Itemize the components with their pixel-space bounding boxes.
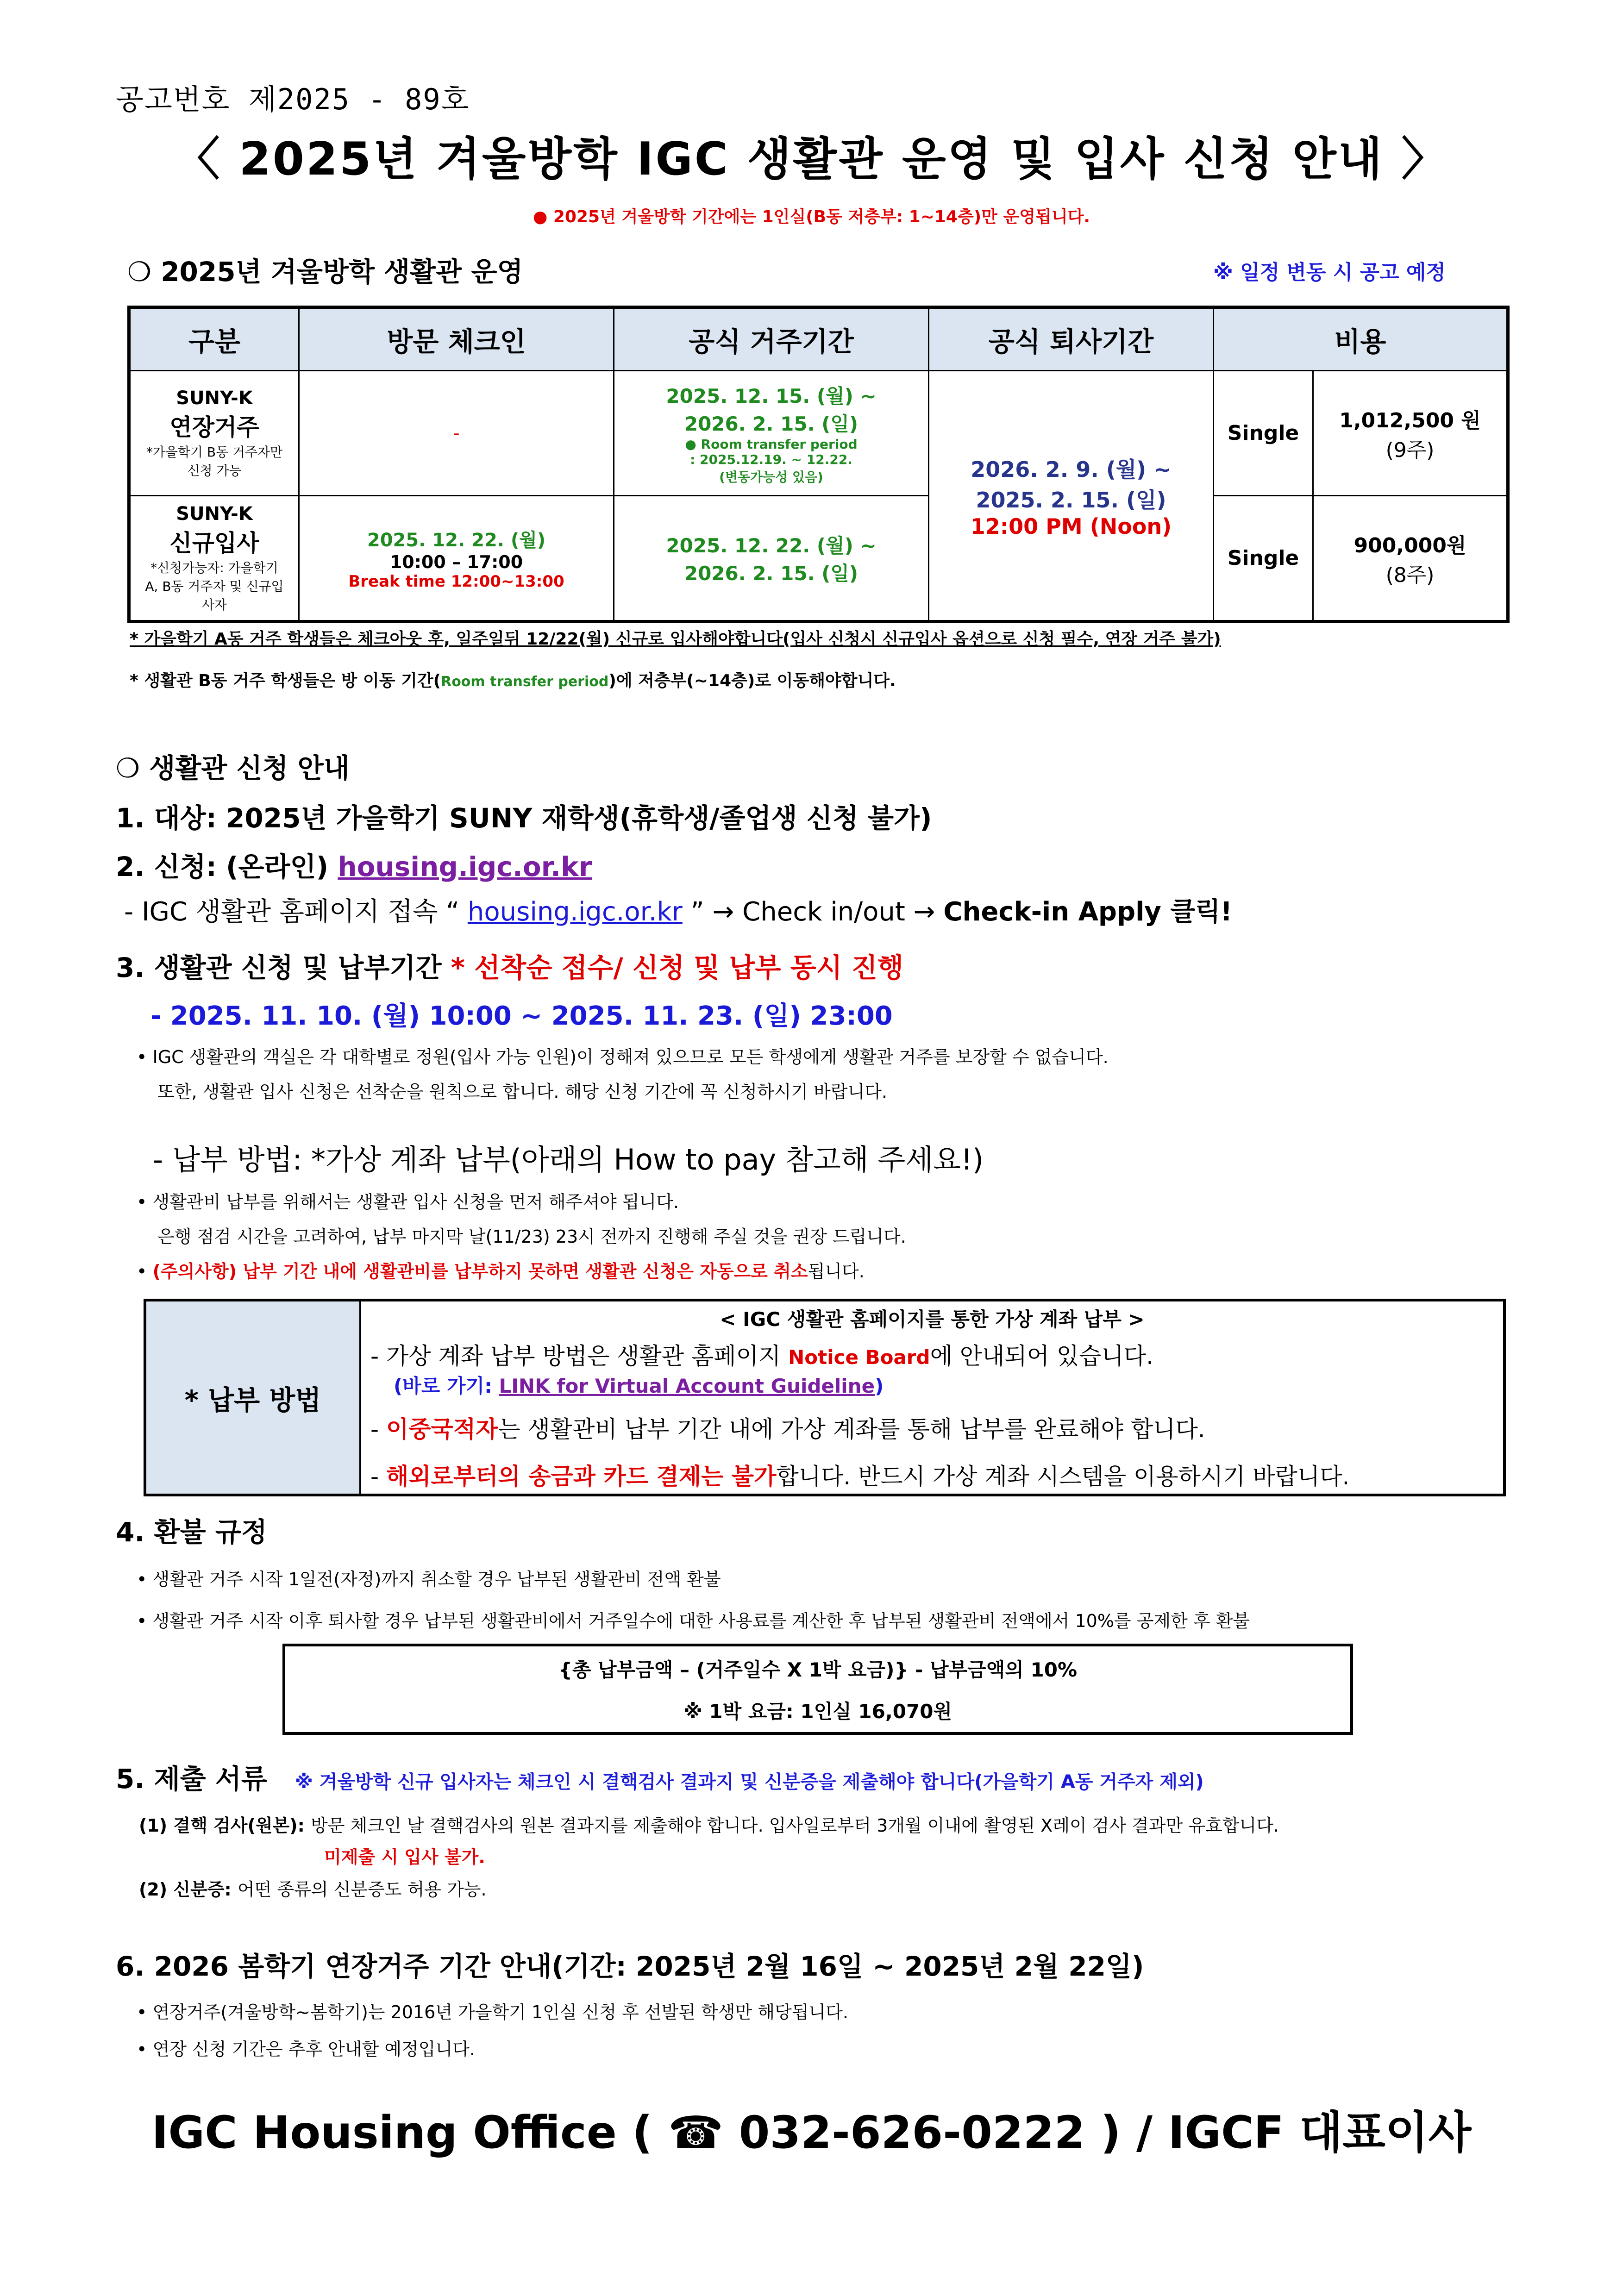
row2-stay: [614, 496, 929, 622]
section5-heading: 5. 제출 서류: [116, 1763, 267, 1795]
payment-method-label: * 납부 방법: [146, 1301, 361, 1494]
tb-test-required: 미제출 시 입사 불가.: [324, 1847, 485, 1867]
apply-sub-b: ” → Check in/out →: [682, 897, 944, 927]
payment-method-table: [144, 1299, 1506, 1496]
capacity-note: • IGC 생활관의 객실은 각 대학별로 정원(입사 가능 인원)이 정해져 있으므로 모든 학생에게 생활관 거주를 보장할 수 없습니다.: [137, 1047, 1109, 1067]
col-type: 구분: [129, 307, 299, 371]
refund-formula: {총 납부금액 – (거주일수 X 1박 요금)} - 납부금액의 10%: [558, 1658, 1078, 1681]
row2-room: Single: [1214, 496, 1313, 622]
period-item: [116, 946, 903, 985]
payment-line-3: - 이중국적자는 생활관비 납부 기간 내에 가상 계좌를 통해 납부를 완료해야 합니다.: [370, 1416, 1205, 1443]
housing-link-2[interactable]: housing.igc.or.kr: [467, 897, 683, 927]
extension-note-1: • 연장거주(겨울방학~봄학기)는 2016년 가을학기 1인실 신청 후 선발된 학생만 해당됩니다.: [137, 2002, 848, 2022]
shortcut-label: (바로 가기:: [394, 1375, 499, 1397]
payment-warning-end: 됩니다.: [808, 1261, 865, 1282]
row1-type-b: 연장거주: [169, 413, 259, 441]
id-item: [139, 1875, 487, 1901]
col-stay: 공식 거주기간: [614, 307, 929, 371]
col-checkout: 공식 퇴사기간: [929, 307, 1214, 371]
footnote-2-c: )에 저층부(~14층)로 이동해야합니다.: [608, 671, 896, 690]
schedule-change-note: ※ 일정 변동 시 공고 예정: [1213, 261, 1446, 284]
row1-room-transfer: ● Room transfer period: [685, 436, 858, 452]
row1-type: [129, 371, 299, 496]
footnote-2-a: * 생활관 B동 거주 학생들은 방 이동 기간(: [130, 671, 441, 690]
notice-number: 공고번호 제2025 - 89호: [116, 82, 470, 116]
row2-type-note: *신청가능자: 가을학기 A, B동 거주자 및 신규입사자: [145, 560, 284, 613]
period-label: 3. 생활관 신청 및 납부기간: [116, 952, 451, 983]
tb-test-label: (1) 결핵 검사(원본):: [139, 1815, 311, 1836]
payment-method: - 납부 방법: *가상 계좌 납부(아래의 How to pay 참고해 주세요!): [153, 1143, 984, 1176]
section2-heading: ❍ 생활관 신청 안내: [116, 752, 350, 784]
tb-test-text: 방문 체크인 날 결핵검사의 원본 결과지를 제출해야 합니다. 입사일로부터 3개월 이내에 촬영된 X레이 검사 결과만 유효합니다.: [311, 1815, 1279, 1836]
schedule-footnote-1: * 가을학기 A동 거주 학생들은 체크아웃 후, 일주일뒤 12/22(월) 신규로 입사해야합니다(입사 신청시 신규입사 옵션으로 신청 필수, 연장 거주 불가): [130, 630, 1221, 649]
row2-cost: [1313, 496, 1508, 622]
checkout-period: [929, 371, 1214, 622]
payment-warning-red: (주의사항) 납부 기간 내에 생활관비를 납부하지 못하면 생활관 신청은 자동으로 취소: [152, 1261, 808, 1282]
footer-contact: IGC Housing Office ( ☎ 032-626-0222 ) / IGCF 대표이사: [151, 2107, 1472, 2158]
row1-type-note: *가을학기 B동 거주자만 신청 가능: [146, 444, 283, 478]
section6-heading: 6. 2026 봄학기 연장거주 기간 안내(기간: 2025년 2월 16일 ~ 2025년 2월 22일): [116, 1951, 1144, 1982]
checkin-apply-click: Check-in Apply 클릭!: [943, 897, 1233, 927]
section5-heading-row: [116, 1757, 1204, 1796]
payment-method-content: [361, 1301, 1503, 1494]
row1-cost: [1313, 371, 1508, 496]
checkout-end: 2025. 2. 15. (일): [976, 487, 1166, 513]
apply-item: [116, 845, 592, 884]
footnote-2-room-transfer: Room transfer period: [441, 674, 609, 690]
section4-heading: 4. 환불 규정: [116, 1516, 267, 1548]
extension-note-2: • 연장 신청 기간은 추후 안내할 예정입니다.: [137, 2039, 476, 2059]
row1-weeks: (9주): [1385, 438, 1435, 462]
row2-type-b: 신규입사: [169, 529, 259, 557]
col-cost: 비용: [1214, 307, 1508, 371]
refund-formula-box: [282, 1644, 1353, 1735]
overseas-card-text: 해외로부터의 송금과 카드 결제는 불가: [386, 1463, 777, 1490]
row2-checkin-date: 2025. 12. 22. (월): [367, 530, 546, 551]
payment-table-title: < IGC 생활관 홈페이지를 통한 가상 계좌 납부 >: [720, 1308, 1145, 1331]
virtual-account-guideline-link[interactable]: LINK for Virtual Account Guideline: [499, 1375, 875, 1397]
apply-sub-a: - IGC 생활관 홈페이지 접속 “: [124, 897, 468, 927]
housing-link[interactable]: housing.igc.or.kr: [338, 851, 592, 882]
row1-stay-end: 2026. 2. 15. (일): [684, 412, 858, 435]
id-label: (2) 신분증:: [139, 1879, 238, 1900]
refund-rule-2: • 생활관 거주 시작 이후 퇴사할 경우 납부된 생활관비에서 거주일수에 대한 사용료를 계산한 후 납부된 생활관비 전액에서 10%를 공제한 후 환불: [137, 1611, 1250, 1631]
col-checkin: 방문 체크인: [299, 307, 614, 371]
row1-checkin: -: [299, 371, 614, 496]
payment-line-1: [370, 1338, 1494, 1371]
dual-citizen-text: 이중국적자: [386, 1416, 498, 1443]
refund-rule-1: • 생활관 거주 시작 1일전(자정)까지 취소할 경우 납부된 생활관비 전액 환불: [137, 1569, 721, 1589]
notice-board-text: Notice Board: [788, 1346, 930, 1369]
apply-sub: [124, 891, 1232, 928]
page-title: 〈 2025년 겨울방학 IGC 생활관 운영 및 입사 신청 안내 〉: [174, 133, 1449, 186]
payment-note-1: • 생활관비 납부를 위해서는 생활관 입사 신청을 먼저 해주셔야 됩니다.: [137, 1192, 679, 1212]
row2-type: [129, 496, 299, 622]
payment-line-4-b: 합니다. 반드시 가상 계좌 시스템을 이용하시기 바랍니다.: [776, 1463, 1350, 1490]
payment-line-2: [394, 1371, 1494, 1399]
first-come-principle: 또한, 생활관 입사 신청은 선착순을 원칙으로 합니다. 해당 신청 기간에 꼭 신청하시기 바랍니다.: [157, 1082, 888, 1102]
checkout-time: 12:00 PM (Noon): [970, 513, 1172, 539]
schedule-footnote-2: [130, 668, 896, 691]
payment-line-4: - 해외로부터의 송금과 카드 결제는 불가합니다. 반드시 가상 계좌 시스템을 이용하시기 바랍니다.: [370, 1463, 1350, 1490]
payment-line-1-b: 에 안내되어 있습니다.: [930, 1343, 1153, 1370]
id-text: 어떤 종류의 신분증도 허용 가능.: [237, 1879, 487, 1900]
first-come-note: * 선착순 접수/ 신청 및 납부 동시 진행: [451, 952, 903, 983]
checkout-start: 2026. 2. 9. (월) ~: [971, 457, 1172, 482]
row1-room-transfer-dates: : 2025.12.19. ~ 12.22.: [690, 451, 852, 467]
red-notice: ● 2025년 겨울방학 기간에는 1인실(B동 저층부: 1~14층)만 운영됩니다.: [533, 207, 1090, 226]
row2-cost-amount: 900,000원: [1354, 533, 1466, 557]
payment-line-1-a: - 가상 계좌 납부 방법은 생활관 홈페이지: [370, 1343, 789, 1370]
nightly-rate: ※ 1박 요금: 1인실 16,070원: [683, 1700, 952, 1723]
application-period: - 2025. 11. 10. (월) 10:00 ~ 2025. 11. 23. (일) 23:00: [150, 1001, 893, 1031]
payment-note-2: 은행 점검 시간을 고려하여, 납부 마지막 날(11/23) 23시 전까지 진행해 주실 것을 권장 드립니다.: [157, 1226, 906, 1247]
row2-weeks: (8주): [1385, 563, 1435, 587]
row2-checkin-hours: 10:00 – 17:00: [389, 552, 523, 572]
payment-warning: • (주의사항) 납부 기간 내에 생활관비를 납부하지 못하면 생활관 신청은 자동으로 취소됩니다.: [137, 1261, 865, 1282]
section5-note: ※ 겨울방학 신규 입사자는 체크인 시 결핵검사 결과지 및 신분증을 제출해야 합니다(가을학기 A동 거주자 제외): [295, 1771, 1204, 1793]
row1-room-transfer-note: (변동가능성 있음): [719, 469, 823, 485]
row2-type-a: SUNY-K: [176, 503, 253, 525]
schedule-table: [127, 306, 1510, 623]
apply-label: 2. 신청: (온라인): [116, 851, 338, 882]
row2-checkin: [299, 496, 614, 622]
row1-cost-amount: 1,012,500 원: [1339, 408, 1481, 432]
shortcut-close: ): [875, 1375, 884, 1397]
row2-stay-start: 2025. 12. 22. (월) ~: [666, 534, 877, 557]
section1-heading: ❍ 2025년 겨울방학 생활관 운영: [127, 256, 523, 288]
payment-line-3-b: 는 생활관비 납부 기간 내에 가상 계좌를 통해 납부를 완료해야 합니다.: [498, 1416, 1205, 1443]
tb-test-item: [139, 1811, 1279, 1837]
target-item: 1. 대상: 2025년 가을학기 SUNY 재학생(휴학생/졸업생 신청 불가): [116, 802, 932, 834]
row1-stay: [614, 371, 929, 496]
row1-stay-start: 2025. 12. 15. (월) ~: [666, 384, 877, 407]
row2-break-time: Break time 12:00~13:00: [348, 572, 564, 591]
row2-stay-end: 2026. 2. 15. (일): [684, 562, 858, 585]
row1-type-a: SUNY-K: [176, 387, 253, 409]
row1-room: Single: [1214, 371, 1313, 496]
